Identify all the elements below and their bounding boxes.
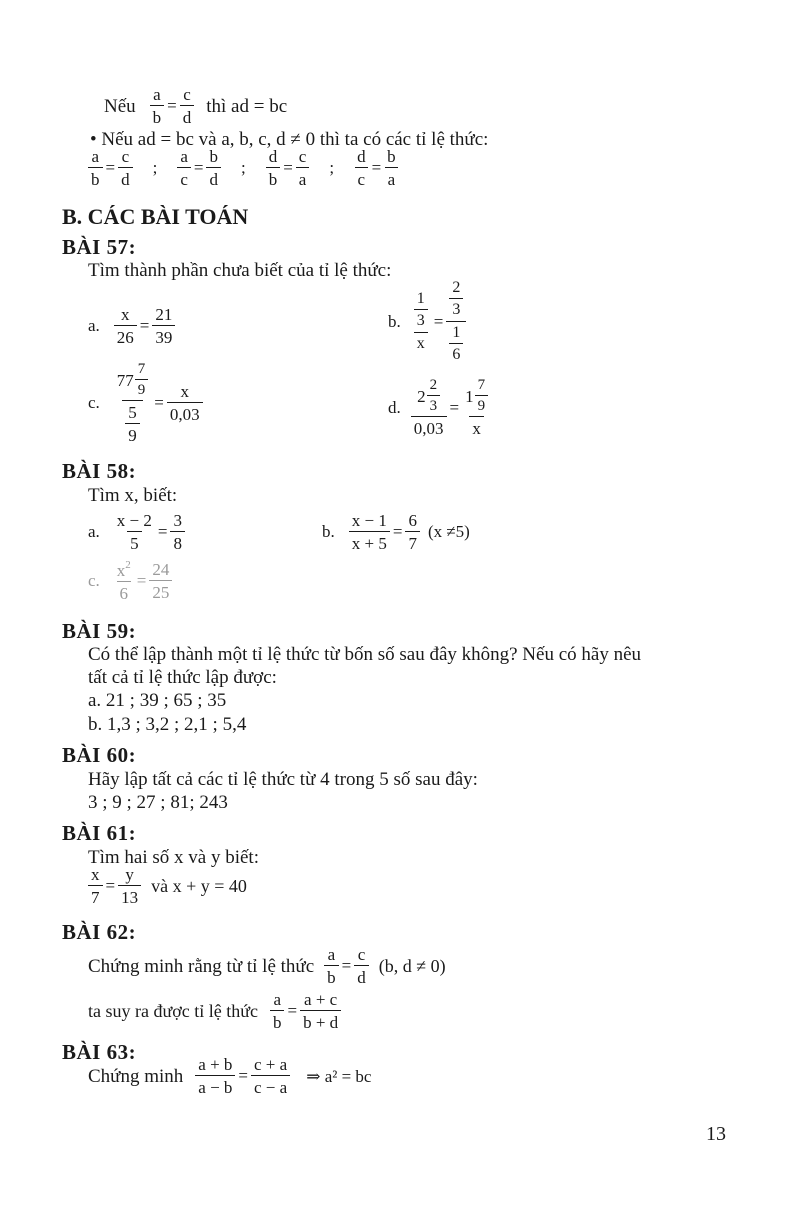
- problem-63-title: BÀI 63:: [62, 1040, 137, 1064]
- problem-58-title: BÀI 58:: [62, 459, 137, 483]
- problem-58-a: a. $\frac{x - 2}{5}$ = $\frac{3}{8}$: [88, 512, 185, 552]
- section-title: B. CÁC BÀI TOÁN: [62, 204, 249, 229]
- intro-then-label: thì ad = bc: [206, 95, 288, 117]
- intro-line-1: Nếu $\frac{a}{b}$ = $\frac{c}{d}$ thì ad = bc: [104, 85, 288, 127]
- intro-proportions: $\frac{a}{b}$ = $\frac{c}{d}$ ; $\frac{a}{c}$ = $\frac{b}{d}$ ; $\frac{d}{b}$ = $\frac{c}{a}$ ; $\frac{d}{c}$ = $\frac{b}{a}$: [88, 148, 399, 188]
- problem-59-a: a. 21 ; 39 ; 65 ; 35: [88, 690, 227, 711]
- problem-57-d: d. 2 $\frac{2}{3}$ 0,03 = 1 $\frac{7}{9}$ x: [388, 378, 491, 437]
- fraction-a-b: $\frac{a}{b}$: [150, 86, 165, 126]
- fraction-c-d: $\frac{c}{d}$: [180, 86, 195, 126]
- problem-60-text: Hãy lập tất cả các tỉ lệ thức từ 4 trong 5 số sau đây:: [88, 769, 478, 790]
- problem-61-text: Tìm hai số x và y biết:: [88, 847, 259, 868]
- problem-63-equation: Chứng minh $\frac{a + b}{a - b}$ = $\frac{c + a}{c - a}$ ⇒ a² = bc: [88, 1055, 372, 1097]
- problem-57-text: Tìm thành phần chưa biết của tỉ lệ thức:: [88, 260, 392, 281]
- intro-line-2: • Nếu ad = bc và a, b, c, d ≠ 0 thì ta có các tỉ lệ thức:: [90, 129, 489, 150]
- problem-57-c: c. 77 $\frac{7}{9}$ $\frac{5}{9}$ = $\frac{x}{0,03}$: [88, 362, 203, 444]
- problem-57-a: a. $\frac{x}{26}$ = $\frac{21}{39}$: [88, 306, 175, 346]
- problem-60-title: BÀI 60:: [62, 743, 137, 767]
- problem-61-title: BÀI 61:: [62, 821, 137, 845]
- problem-58-text: Tìm x, biết:: [88, 485, 178, 506]
- problem-60-numbers: 3 ; 9 ; 27 ; 81; 243: [88, 792, 228, 813]
- problem-59-text-2: tất cả tỉ lệ thức lập được:: [88, 667, 277, 688]
- problem-62-line-2: ta suy ra được tỉ lệ thức $\frac{a}{b}$ = $\frac{a + c}{b + d}$: [88, 991, 341, 1031]
- problem-58-b: b. $\frac{x - 1}{x + 5}$ = $\frac{6}{7}$ (x ≠5): [322, 511, 470, 553]
- problem-61-equation: $\frac{x}{7}$ = $\frac{y}{13}$ và x + y = 40: [88, 866, 247, 906]
- problem-57-title: BÀI 57:: [62, 235, 137, 259]
- page-number: 13: [706, 1123, 726, 1145]
- problem-57-b: b. $\frac{\frac{1}{3}}{x}$ = $\frac{\frac{2}{3}}{\frac{1}{6}}$: [388, 280, 466, 363]
- problem-58-c: c. $\frac{x^2}{6}$ = $\frac{24}{25}$: [88, 560, 172, 602]
- problem-62-line-1: Chứng minh rằng từ tỉ lệ thức $\frac{a}{b}$ = $\frac{c}{d}$ (b, d ≠ 0): [88, 945, 446, 987]
- problem-59-text-1: Có thể lập thành một tỉ lệ thức từ bốn số sau đây không? Nếu có hãy nêu: [88, 644, 642, 665]
- problem-62-title: BÀI 62:: [62, 920, 137, 944]
- problem-59-b: b. 1,3 ; 3,2 ; 2,1 ; 5,4: [88, 714, 247, 735]
- intro-if-label: Nếu: [104, 95, 136, 117]
- problem-59-title: BÀI 59:: [62, 619, 137, 643]
